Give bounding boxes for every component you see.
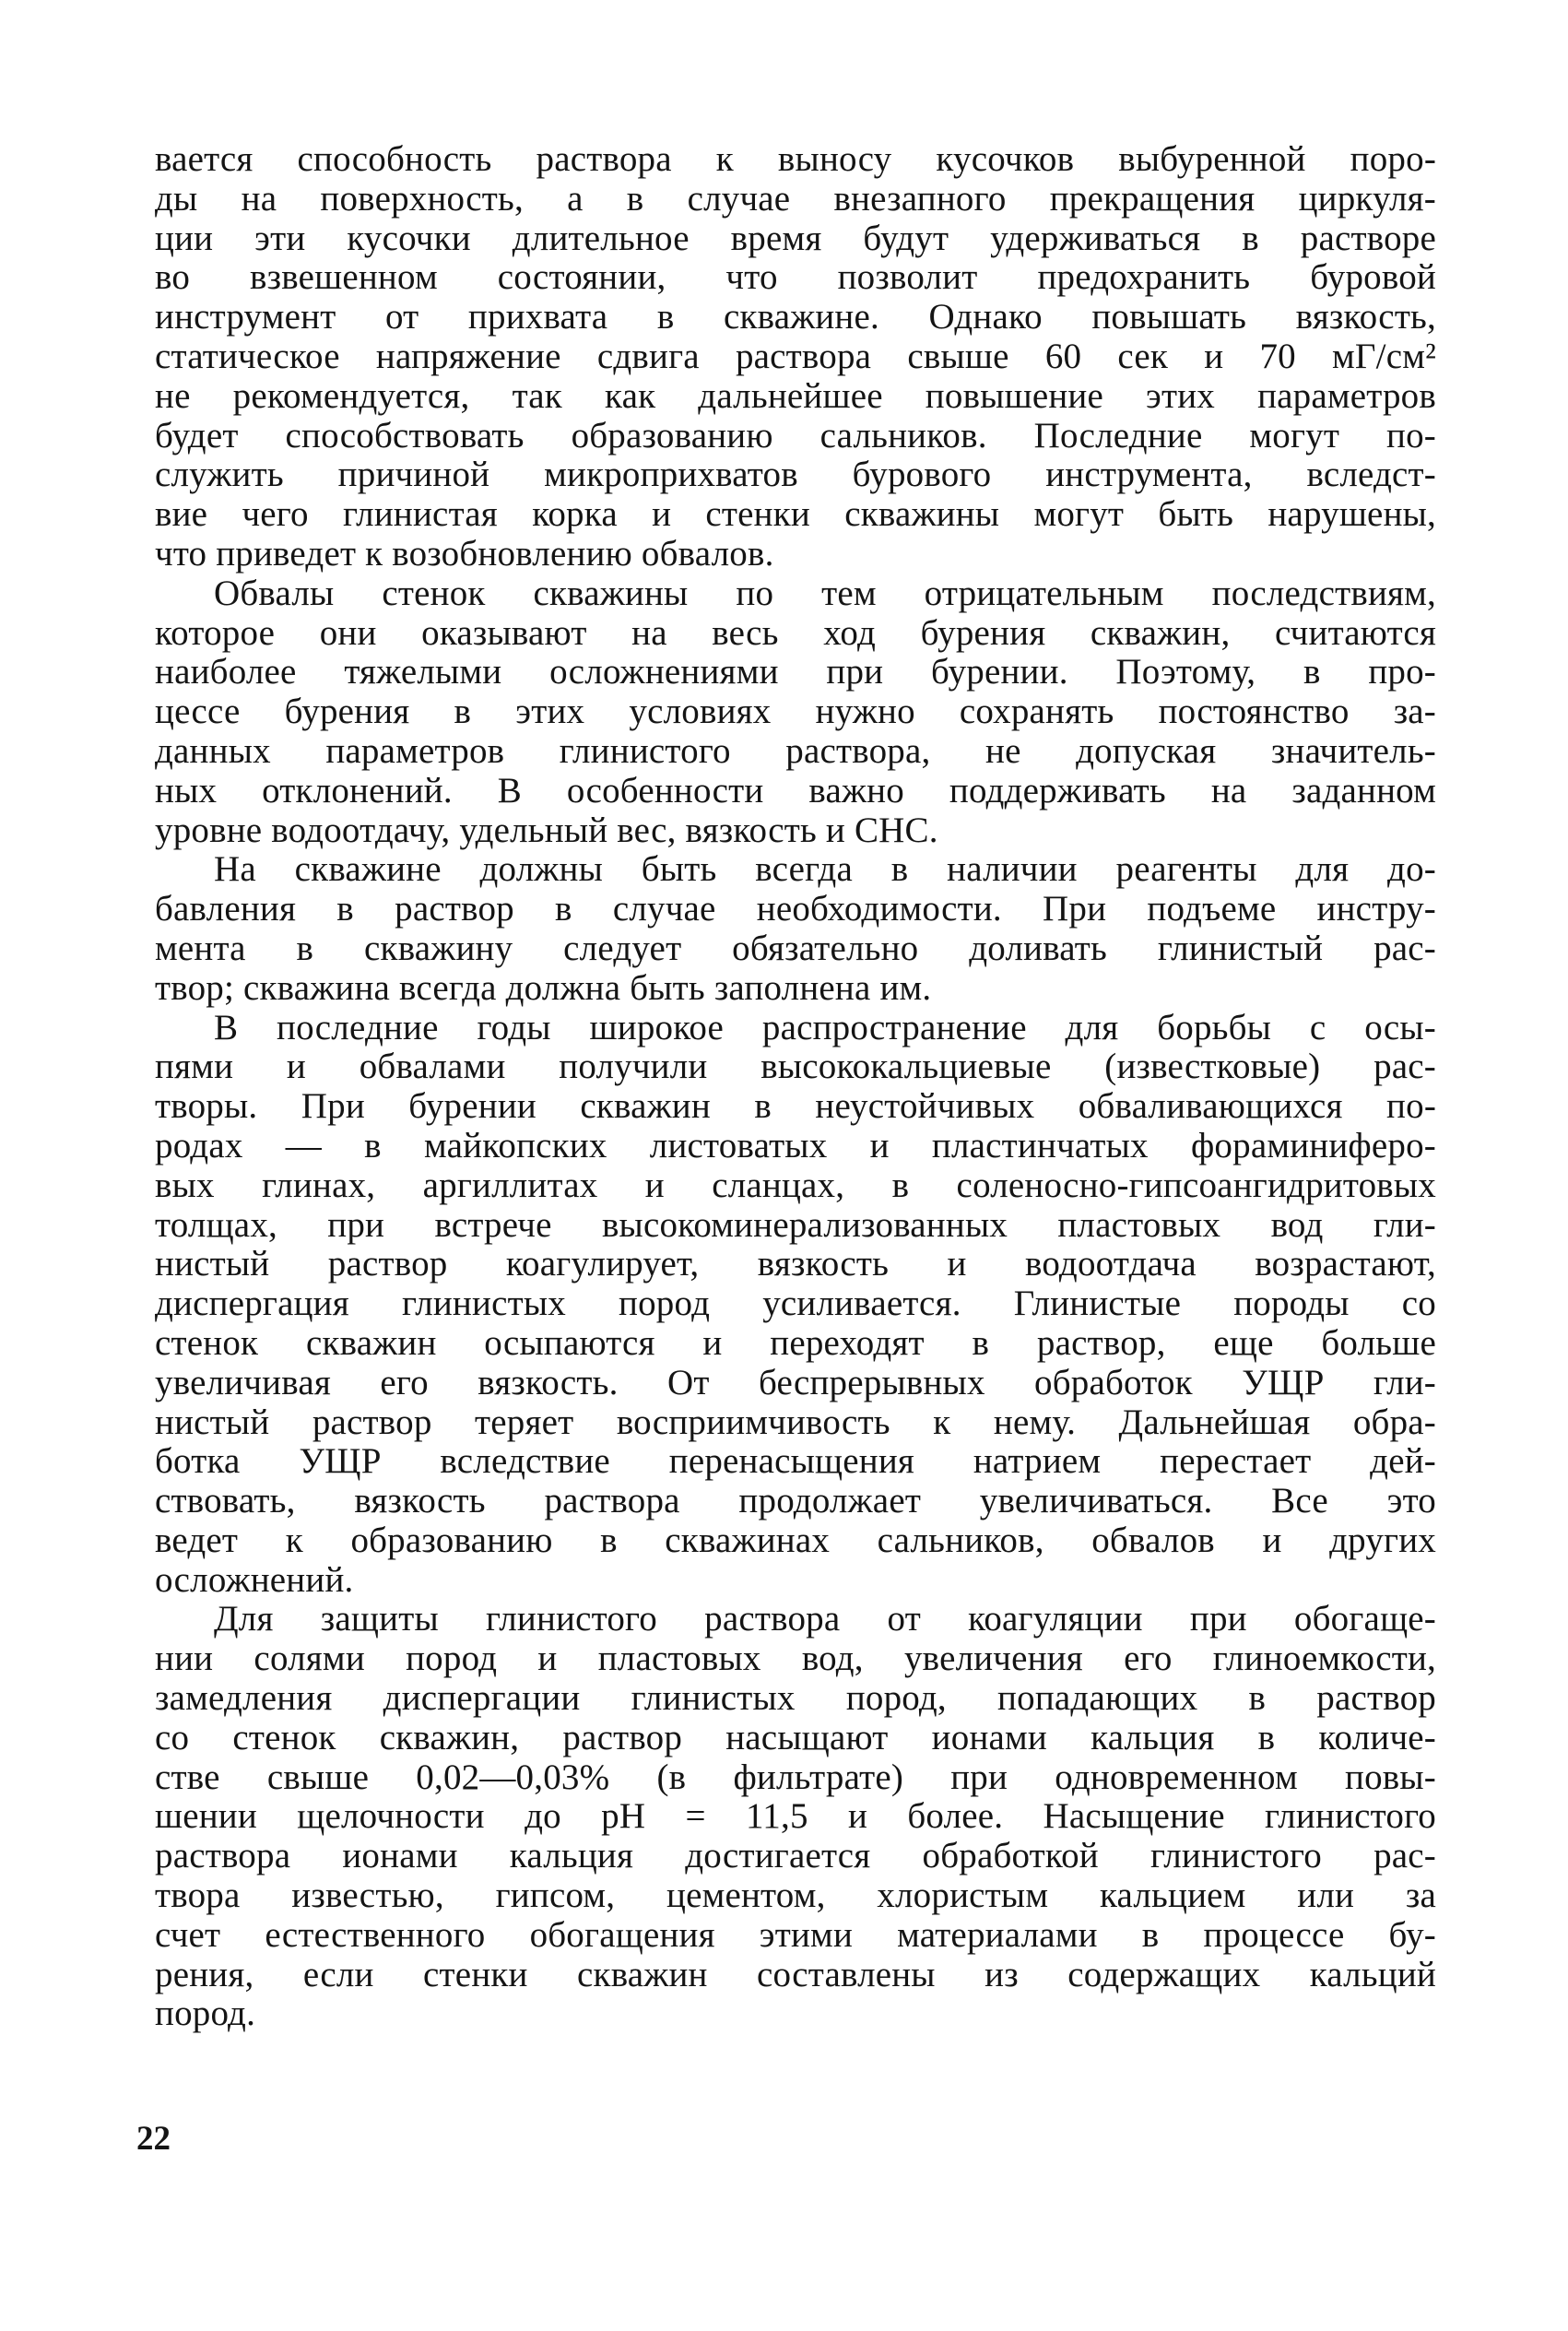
- text-line: вие чего глинистая корка и стенки скважины могут быть нарушены,: [155, 494, 1436, 535]
- text-line: твор; скважина всегда должна быть заполнена им.: [155, 967, 932, 1008]
- text-line: раствора ионами кальция достигается обработкой глинистого рас-: [155, 1836, 1436, 1876]
- text-line: увеличивая его вязкость. От беспрерывных обработок УЩР гли-: [155, 1362, 1436, 1402]
- text-line: ствовать, вязкость раствора продолжает увеличиваться. Все это: [155, 1481, 1436, 1521]
- text-line: счет естественного обогащения этими материалами в процессе бу-: [155, 1914, 1436, 1955]
- text-line: уровне водоотдачу, удельный вес, вязкость и СНС.: [155, 810, 938, 850]
- text-line: творы. При бурении скважин в неустойчивых обваливающихся по-: [155, 1086, 1436, 1127]
- text-line: осложнений.: [155, 1559, 354, 1600]
- paragraph: [155, 850, 1436, 1008]
- text-line: инструмент от прихвата в скважине. Однако повышать вязкость,: [155, 297, 1436, 337]
- text-line: диспергация глинистых пород усиливается. Глинистые породы со: [155, 1284, 1436, 1324]
- text-line: рения, если стенки скважин составлены из содержащих кальций: [155, 1954, 1436, 1994]
- text-line: шении щелочности до pH = 11,5 и более. Насыщение глинистого: [155, 1796, 1436, 1837]
- body-text: [155, 140, 1436, 2034]
- text-line: Для защиты глинистого раствора от коагуляции при обогаще-: [214, 1599, 1436, 1639]
- text-line: ботка УЩР вследствие перенасыщения натрием перестает дей-: [155, 1441, 1436, 1482]
- text-line: В последние годы широкое распространение для борьбы с осы-: [214, 1007, 1436, 1047]
- text-line: данных параметров глинистого раствора, не допуская значитель-: [155, 730, 1436, 771]
- text-line: толщах, при встрече высокоминерализованных пластовых вод гли-: [155, 1204, 1436, 1245]
- page-number: 22: [136, 2120, 171, 2158]
- text-line: нистый раствор теряет восприимчивость к нему. Дальнейшая обра-: [155, 1402, 1436, 1442]
- text-line: стве свыше 0,02—0,03% (в фильтрате) при одновременном повы-: [155, 1757, 1436, 1797]
- text-line: Обвалы стенок скважины по тем отрицательным последствиям,: [214, 573, 1436, 613]
- paragraph: [155, 1600, 1436, 2034]
- text-line: ных отклонений. В особенности важно поддерживать на заданном: [155, 770, 1436, 811]
- text-line: статическое напряжение сдвига раствора свыше 60 сек и 70 мГ/см²: [155, 336, 1436, 376]
- text-line: стенок скважин осыпаются и переходят в раствор, еще больше: [155, 1322, 1436, 1363]
- text-line: нистый раствор коагулирует, вязкость и водоотдача возрастают,: [155, 1244, 1436, 1284]
- text-line: цессе бурения в этих условиях нужно сохранять постоянство за-: [155, 692, 1436, 732]
- text-line: пород.: [155, 1994, 256, 2034]
- text-line: мента в скважину следует обязательно доливать глинистый рас-: [155, 928, 1436, 968]
- text-line: пями и обвалами получили высококальциевые (известковые) рас-: [155, 1047, 1436, 1087]
- text-line: нии солями пород и пластовых вод, увеличения его глиноемкости,: [155, 1639, 1436, 1679]
- text-line: На скважине должны быть всегда в наличии реагенты для до-: [214, 849, 1436, 890]
- paragraph: [155, 140, 1436, 574]
- paragraph: [155, 574, 1436, 851]
- text-line: служить причиной микроприхватов бурового инструмента, вследст-: [155, 455, 1436, 495]
- text-line: твора известью, гипсом, цементом, хлористым кальцием или за: [155, 1875, 1436, 1916]
- paragraph: [155, 1009, 1436, 1601]
- text-line: замедления диспергации глинистых пород, попадающих в раствор: [155, 1678, 1436, 1719]
- text-line: во взвешенном состоянии, что позволит предохранить буровой: [155, 257, 1436, 298]
- text-line: вается способность раствора к выносу кусочков выбуренной поро-: [155, 139, 1436, 179]
- text-line: будет способствовать образованию сальников. Последние могут по-: [155, 415, 1436, 456]
- text-line: бавления в раствор в случае необходимости. При подъеме инстру-: [155, 889, 1436, 929]
- text-line: со стенок скважин, раствор насыщают ионами кальция в количе-: [155, 1717, 1436, 1757]
- text-line: что приведет к возобновлению обвалов.: [155, 533, 774, 574]
- text-line: ды на поверхность, а в случае внезапного прекращения циркуля-: [155, 178, 1436, 219]
- text-line: родах — в майкопских листоватых и пластинчатых фораминиферо-: [155, 1125, 1436, 1166]
- text-line: ции эти кусочки длительное время будут удерживаться в растворе: [155, 218, 1436, 258]
- text-line: ведет к образованию в скважинах сальников, обвалов и других: [155, 1520, 1436, 1560]
- text-line: не рекомендуется, так как дальнейшее повышение этих параметров: [155, 375, 1436, 416]
- text-line: которое они оказывают на весь ход бурения скважин, считаются: [155, 612, 1436, 653]
- text-line: вых глинах, аргиллитах и сланцах, в соленосно-гипсоангидритовых: [155, 1165, 1436, 1205]
- text-line: наиболее тяжелыми осложнениями при бурении. Поэтому, в про-: [155, 652, 1436, 692]
